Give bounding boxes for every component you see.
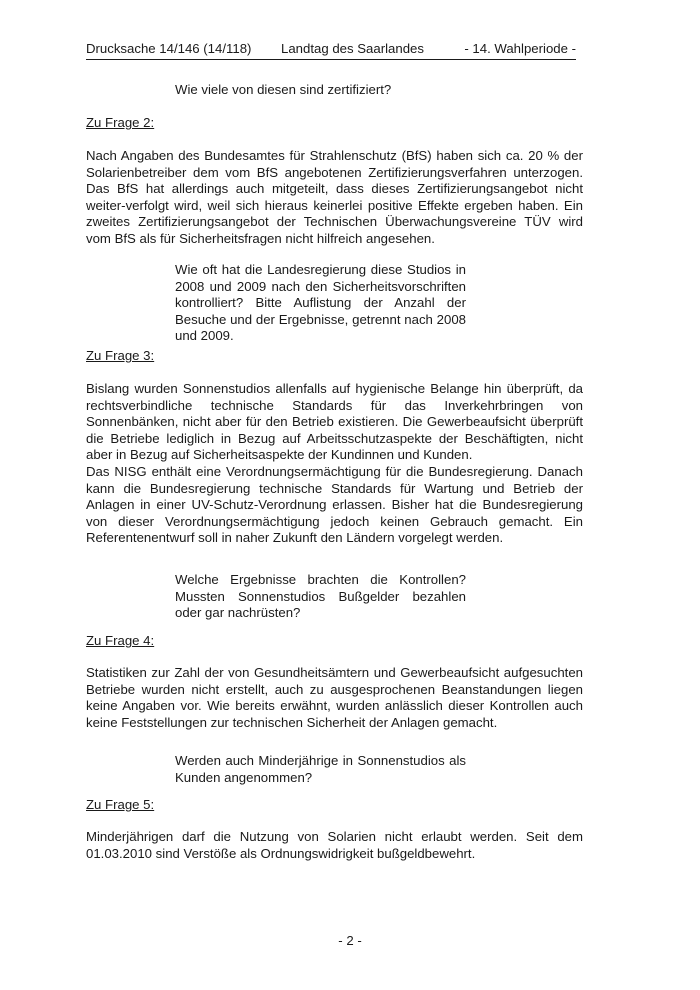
answer-5-paragraph: Minderjährigen darf die Nutzung von Solarien nicht erlaubt werden. Seit dem 01.03.2010 sind Verstöße als Ordnungswidrigkeit bußgeldbewehrt. <box>86 829 583 861</box>
header-legislative-period: - 14. Wahlperiode - <box>464 41 576 56</box>
page-header <box>86 41 576 60</box>
answer-4-paragraph: Statistiken zur Zahl der von Gesundheitsämtern und Gewerbeaufsicht aufgesuchten Betriebe wurden nicht erstellt, auch zu ausgesprochenen Beanstandungen liegen keine Angaben vor. Wie bereits erwähnt, wurden anlässlich dieser Kontrollen auch keine Feststellungen zur technischen Sicherheit der Anlagen gemacht. <box>86 665 583 730</box>
question-3: Welche Ergebnisse brachten die Kontrollen? Mussten Sonnenstudios Bußgelder bezahlen oder gar nachrüsten? <box>175 572 466 621</box>
answer-label-4: Zu Frage 4: <box>86 633 155 648</box>
answer-2-paragraph: Nach Angaben des Bundesamtes für Strahlenschutz (BfS) haben sich ca. 20 % der Solarienbetreiber dem vom BfS angebotenen Zertifizierungsverfahren unterzogen. Das BfS hat allerdings auch mitgeteilt, dass dieses Zertifizierungsangebot nicht weiter-verfolgt wird, weil sich hieraus keinerlei positive Effekte ergeben haben. Ein zweites Zertifizierungsangebot der Technischen Überwachungsvereine TÜV wird vom BfS als für Sicherheitsfragen nicht hilfreich angesehen. <box>86 148 583 246</box>
answer-label-3: Zu Frage 3: <box>86 348 155 363</box>
page-number: - 2 - <box>338 933 362 948</box>
header-document-number: Drucksache 14/146 (14/118) <box>86 41 252 56</box>
answer-3-paragraph-1: Bislang wurden Sonnenstudios allenfalls auf hygienische Belange hin überprüft, da rechtsverbindliche technische Standards für das Inverkehrbringen von Sonnenbänken, nicht aber für den Betrieb existieren. Die Gewerbeaufsicht überprüft die Betriebe lediglich in Bezug auf Arbeitsschutzaspekte der Beschäftigten, nicht aber in Bezug auf Sicherheitsaspekte der Kundinnen und Kunden. <box>86 381 583 463</box>
answer-3-paragraph-2: Das NISG enthält eine Verordnungsermächtigung für die Bundesregierung. Danach kann die Bundesregierung technische Standards für Wartung und Betrieb der Anlagen in einer UV-Schutz-Verordnung erlassen. Bisher hat die Bundesregierung von dieser Verordnungsermächtigung jedoch keinen Gebrauch gemacht. Ein Referentenentwurf soll in naher Zukunft den Ländern vorgelegt werden. <box>86 464 583 546</box>
question-4: Werden auch Minderjährige in Sonnenstudios als Kunden angenommen? <box>175 753 466 785</box>
question-2: Wie oft hat die Landesregierung diese Studios in 2008 und 2009 nach den Sicherheitsvorschriften kontrolliert? Bitte Auflistung der Anzahl der Besuche und der Ergebnisse, getrennt nach 2008 und 2009. <box>175 262 466 344</box>
question-1: Wie viele von diesen sind zertifiziert? <box>175 82 392 97</box>
answer-label-2: Zu Frage 2: <box>86 115 155 130</box>
header-parliament: Landtag des Saarlandes <box>281 41 424 56</box>
answer-label-5: Zu Frage 5: <box>86 797 155 812</box>
